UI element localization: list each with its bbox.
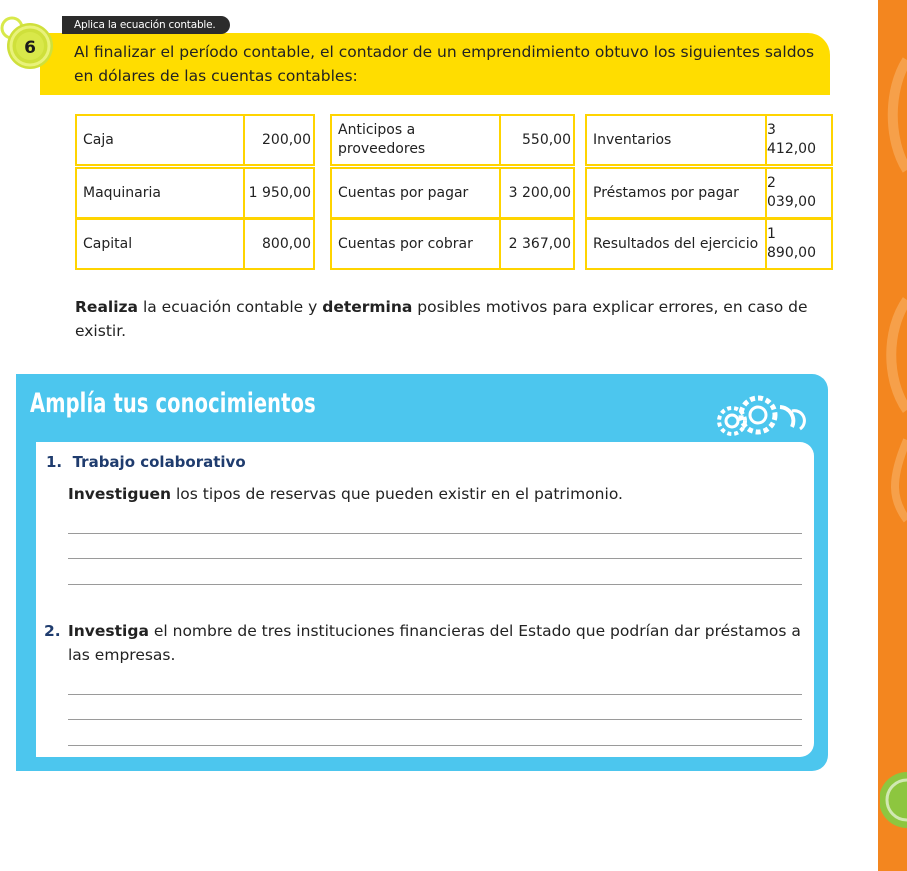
instruction-rest: posibles motivos para explicar errores, en caso de existir. <box>75 298 808 340</box>
account-name: Préstamos por pagar <box>585 167 765 219</box>
account-name: Capital <box>75 218 243 270</box>
answer-line[interactable] <box>68 533 802 534</box>
account-name: Resultados del ejercicio <box>585 218 765 270</box>
question-1-title: Trabajo colaborativo <box>72 453 246 471</box>
exercise-header <box>0 0 830 100</box>
exercise-number-badge <box>0 16 60 76</box>
account-value: 3 412,00 <box>765 114 833 166</box>
account-name: Cuentas por pagar <box>330 167 499 219</box>
question-1-text <box>68 482 806 506</box>
answer-line[interactable] <box>68 719 802 720</box>
account-name: Anticipos a proveedores <box>330 114 499 166</box>
question-2-rest: el nombre de tres instituciones financieras del Estado que podrían dar préstamos a las empresas. <box>68 622 801 664</box>
amplia-title: Amplía tus conocimientos <box>30 388 316 419</box>
exercise-statement: Al finalizar el período contable, el contador de un emprendimiento obtuvo los siguientes saldos en dólares de las cuentas contables: <box>74 43 815 85</box>
account-name: Caja <box>75 114 243 166</box>
instruction-verb-2: determina <box>322 298 413 316</box>
right-decorative-strip <box>878 0 907 871</box>
account-value: 2 039,00 <box>765 167 833 219</box>
account-value: 200,00 <box>243 114 315 166</box>
exercise-instruction <box>75 295 820 343</box>
account-name: Maquinaria <box>75 167 243 219</box>
account-value: 800,00 <box>243 218 315 270</box>
account-value: 3 200,00 <box>499 167 575 219</box>
instruction-mid: la ecuación contable y <box>138 298 323 316</box>
answer-line[interactable] <box>68 584 802 585</box>
account-value: 2 367,00 <box>499 218 575 270</box>
answer-line[interactable] <box>68 694 802 695</box>
question-1-number: 1. <box>46 453 63 471</box>
decorative-curves <box>878 0 907 871</box>
account-value: 550,00 <box>499 114 575 166</box>
answer-line[interactable] <box>68 558 802 559</box>
question-2-text <box>68 619 806 667</box>
exercise-tag: Aplica la ecuación contable. <box>62 16 230 34</box>
instruction-verb-1: Realiza <box>75 298 139 316</box>
question-2-verb: Investiga <box>68 622 149 640</box>
question-1-heading <box>46 453 246 471</box>
question-2-number: 2. <box>44 622 61 640</box>
answer-line[interactable] <box>68 745 802 746</box>
exercise-number: 6 <box>24 38 36 58</box>
account-value: 1 890,00 <box>765 218 833 270</box>
account-value: 1 950,00 <box>243 167 315 219</box>
account-name: Inventarios <box>585 114 765 166</box>
account-name: Cuentas por cobrar <box>330 218 499 270</box>
gears-icon <box>712 393 808 443</box>
question-1-rest: los tipos de reservas que pueden existir en el patrimonio. <box>171 485 623 503</box>
green-decoration <box>880 770 907 834</box>
question-1-verb: Investiguen <box>68 485 172 503</box>
